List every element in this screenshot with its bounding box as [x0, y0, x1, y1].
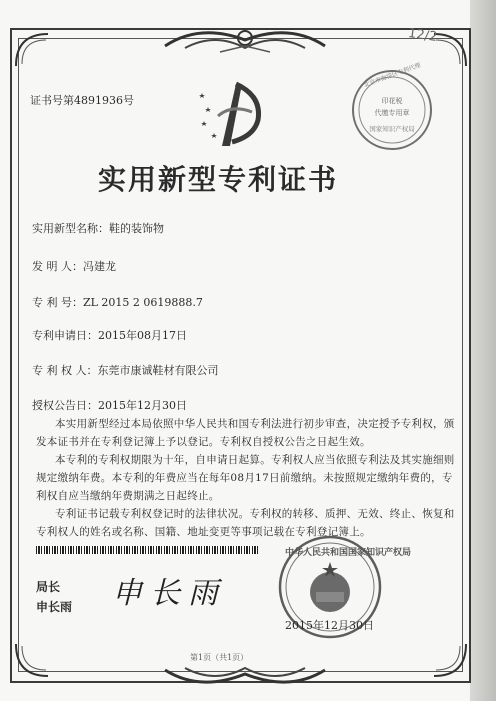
director-signature: 申长雨: [112, 576, 226, 611]
certificate-number: 证书号第4891936号: [30, 94, 134, 107]
paragraph-3-line-2: 专利权人的姓名或名称、国籍、地址变更等事项记载在专利登记簿上。: [36, 526, 371, 538]
paragraph-3-line-1: 专利证书记载专利权登记时的法律状况。专利权的转移、质押、无效、终止、恢复和: [55, 508, 455, 520]
field-utility-model-name: 实用新型名称：鞋的装饰物: [32, 222, 164, 235]
bottom-ornament: [160, 660, 330, 696]
tax-stamp-line-1: 印花税: [381, 97, 403, 105]
field-patent-number: 专 利 号：ZL 2015 2 0619888.7: [32, 296, 203, 309]
certificate-title: 实用新型专利证书: [98, 163, 339, 196]
field-inventor: 发 明 人：冯建龙: [32, 260, 116, 273]
paragraph-1-line-1: 本实用新型经过本局依照中华人民共和国专利法进行初步审查，决定授予专利权，颁: [55, 418, 455, 430]
seal-ring-text: 中华人民共和国国家知识产权局: [285, 548, 412, 558]
seal-date: 2015年12月30日: [285, 619, 374, 632]
top-ornament: [160, 18, 330, 58]
cnipa-logo-icon: [192, 76, 266, 150]
page-footer: 第1页（共1页）: [190, 653, 249, 662]
corner-ornament-top-left: [12, 30, 52, 70]
barcode: [36, 546, 258, 554]
field-filing-date: 专利申请日：2015年08月17日: [32, 329, 187, 342]
tax-stamp-line-2: 代缴专用章: [374, 109, 410, 117]
paragraph-2-line-3: 利权自应当缴纳年费期满之日起终止。: [36, 490, 220, 502]
tax-stamp-line-3: 国家知识产权局: [369, 125, 415, 133]
scan-edge: [470, 0, 496, 701]
corner-ornament-bottom-left: [12, 640, 52, 680]
director-title-label: 局长: [36, 580, 61, 594]
paragraph-2-line-1: 本专利的专利权期限为十年，自申请日起算。专利权人应当依照专利法及其实施细则: [55, 454, 455, 466]
tax-stamp-ring-text: 北京市海淀区专利代理: [362, 61, 422, 89]
corner-handwritten-note: 12/2: [407, 26, 439, 45]
corner-ornament-bottom-right: [430, 640, 470, 680]
director-name-label: 申长雨: [36, 600, 73, 614]
paragraph-1-line-2: 发本证书并在专利登记簿上予以登记。专利权自授权公告之日起生效。: [36, 436, 371, 448]
field-grant-date: 授权公告日：2015年12月30日: [32, 399, 187, 412]
field-patentee: 专 利 权 人：东莞市康诚鞋材有限公司: [32, 364, 219, 377]
paragraph-2-line-2: 规定缴纳年费。本专利的年费应当在每年08月17日前缴纳。未按照规定缴纳年费的，专: [36, 472, 453, 484]
